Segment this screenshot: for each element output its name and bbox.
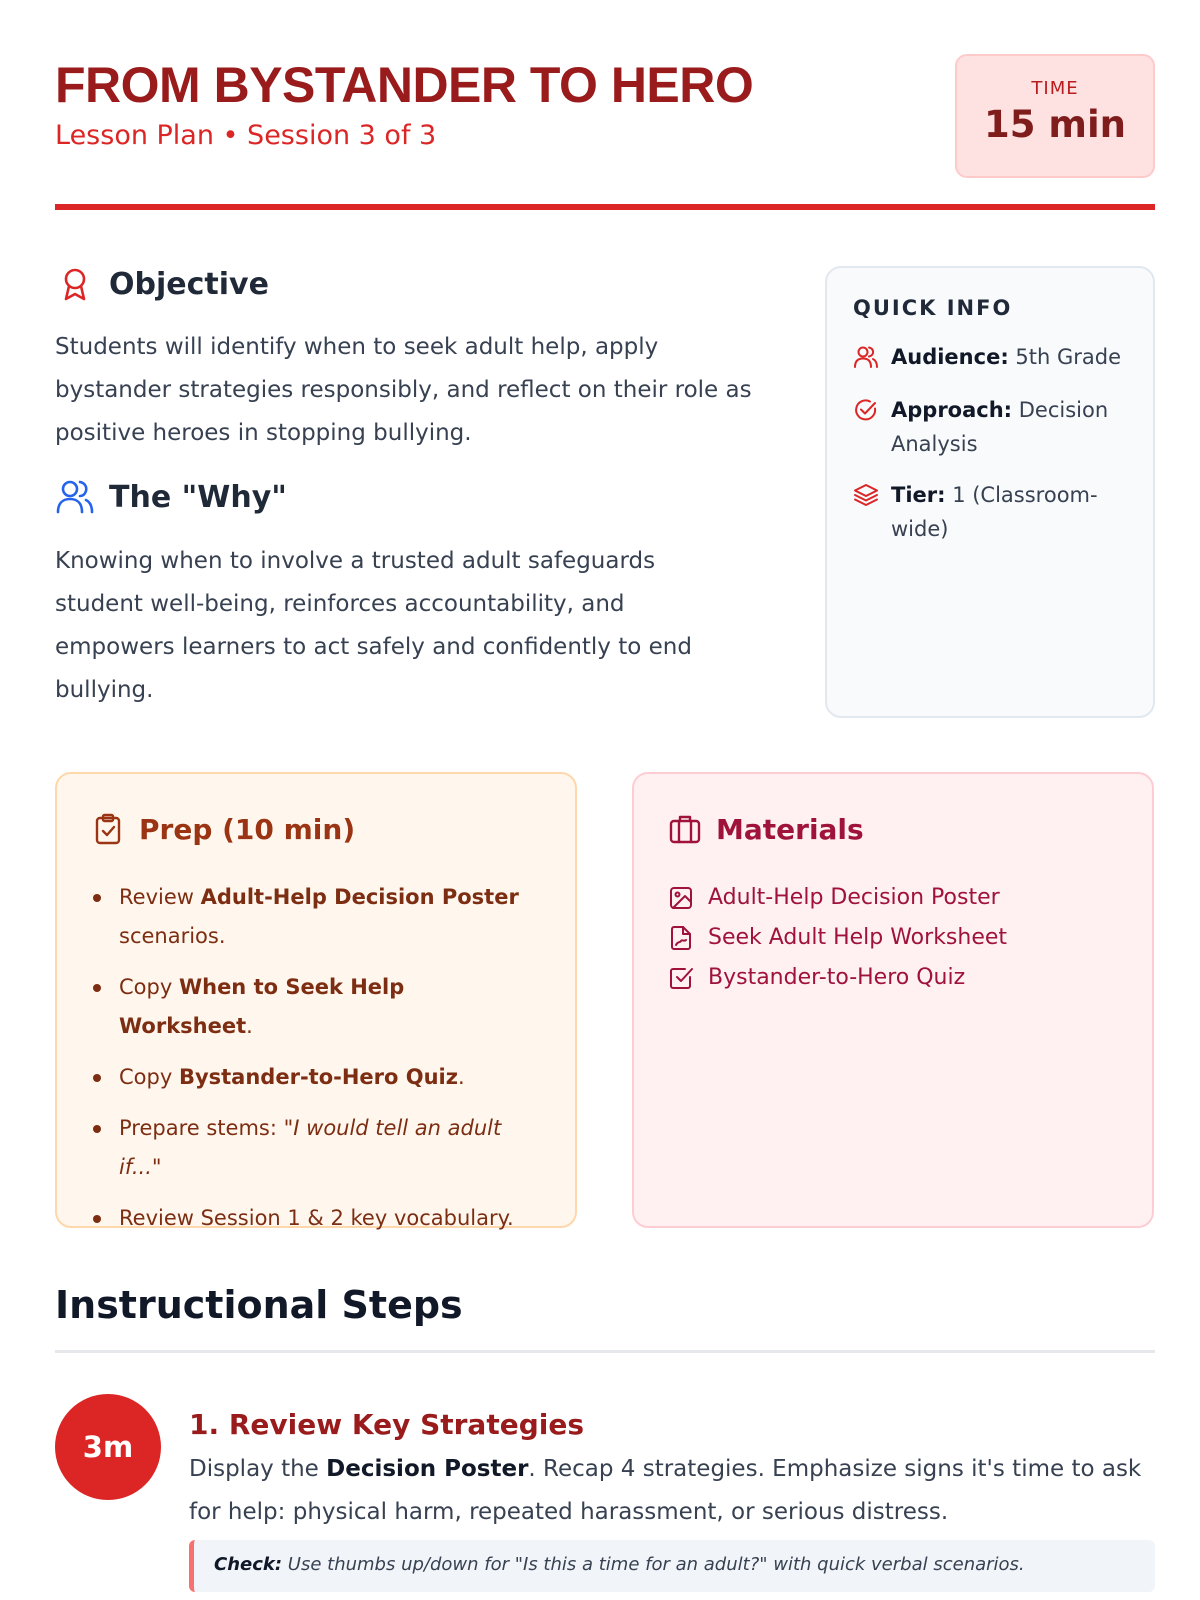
time-label: TIME [1031,78,1079,99]
clipboard-check-icon [91,812,125,846]
users-icon [853,344,879,370]
list-item [668,918,1007,958]
step-description: Display the Decision Poster. Recap 4 strategies. Emphasize signs it's time to ask for help: physical harm, repeated harassment, or serious distress. [189,1456,1142,1525]
material-label: Adult-Help Decision Poster [708,885,1000,910]
prep-list [91,878,541,1250]
file-signature-icon [668,925,694,951]
prep-card [55,772,577,1228]
checkbox-icon [668,965,694,991]
check-label: Check: [214,1554,283,1575]
approach-value: Decision Analysis [891,398,1109,456]
lesson-title: FROM BYSTANDER TO HERO [55,57,754,113]
approach-label: Approach: [891,398,1013,422]
check-text: Use thumbs up/down for "Is this a time for an adult?" with quick verbal scenarios. [282,1554,1025,1575]
image-icon [668,885,694,911]
check-circle-icon [853,397,879,423]
step-check-callout [189,1540,1155,1592]
prep-heading [91,812,355,846]
tier-value: 1 (Classroom-wide) [891,483,1098,541]
quick-info-approach [853,393,1143,461]
material-label: Seek Adult Help Worksheet [708,925,1008,950]
quick-info-title: QUICK INFO [853,296,1013,320]
prep-title: Prep (10 min) [139,812,356,846]
briefcase-icon [668,812,702,846]
material-label: Bystander-to-Hero Quiz [708,965,966,990]
list-item: Review Session 1 & 2 key vocabulary. [91,1199,541,1238]
materials-title: Materials [716,812,864,846]
why-heading [55,477,287,517]
audience-value: 5th Grade [1008,345,1121,369]
layers-icon [853,482,879,508]
why-title: The "Why" [109,479,287,515]
time-value: 15 min [984,103,1126,146]
list-item: Copy When to Seek Help Worksheet. [91,968,541,1046]
tier-label: Tier: [891,483,946,507]
audience-label: Audience: [891,345,1009,369]
objective-text: Students will identify when to seek adult help, apply bystander strategies responsibly, and reflect on their role as positive heroes in stopping bullying. [55,334,752,446]
list-item: Prepare stems: "I would tell an adult if..." [91,1109,541,1187]
why-text: Knowing when to involve a trusted adult safeguards student well-being, reinforces accountability, and empowers learners to act safely and confidently to end bullying. [55,548,692,703]
steps-title: Instructional Steps [55,1283,463,1327]
time-badge [955,54,1155,178]
steps-divider [55,1350,1155,1353]
header-divider [55,204,1155,210]
quick-info-panel [825,266,1155,718]
list-item: Review Adult-Help Decision Poster scenarios. [91,878,541,956]
list-item: Copy Bystander-to-Hero Quiz. [91,1058,541,1097]
objective-title: Objective [109,266,269,302]
award-ribbon-icon [55,264,95,304]
materials-list [668,878,1007,998]
step-duration-badge: 3m [55,1394,161,1500]
instruction-step [55,1394,1155,1594]
lesson-header [55,50,1155,210]
objective-heading [55,264,269,304]
users-icon [55,477,95,517]
list-item [668,878,1007,918]
quick-info-audience [853,340,1143,374]
list-item [668,958,1007,998]
lesson-subtitle: Lesson Plan • Session 3 of 3 [55,120,437,151]
materials-heading [668,812,864,846]
quick-info-tier [853,478,1143,546]
step-title: 1. Review Key Strategies [189,1408,584,1441]
materials-card [632,772,1154,1228]
